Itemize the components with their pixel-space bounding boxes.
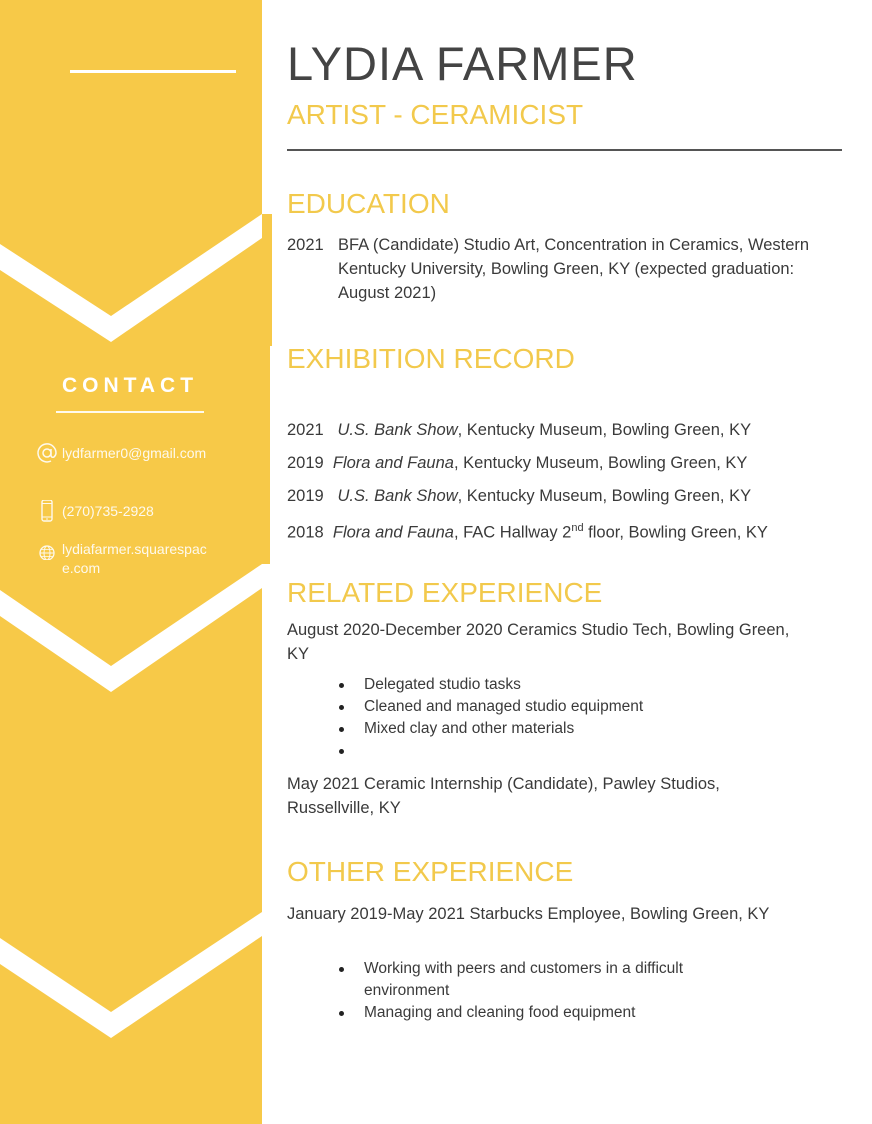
contact-website-text: lydiafarmer.squarespace.com: [62, 541, 207, 576]
exhibition-details: , Kentucky Museum, Bowling Green, KY: [457, 421, 752, 439]
sidebar-notch-2: [262, 346, 270, 564]
exhibition-year: 2018: [287, 523, 324, 542]
related-job-1-bullets: [337, 674, 643, 762]
chevron-2: [0, 564, 262, 692]
contact-phone[interactable]: [36, 502, 216, 521]
exhibition-item: [287, 451, 747, 475]
exhibition-details: , Kentucky Museum, Bowling Green, KY: [453, 454, 748, 472]
related-job-2: May 2021 Ceramic Internship (Candidate), Pawley Studios, Russellville, KY: [287, 775, 720, 817]
exhibition-item: [287, 516, 768, 545]
related-job-1: August 2020-December 2020 Ceramics Studio Tech, Bowling Green, KY: [287, 621, 790, 663]
bullet-item: Managing and cleaning food equipment: [337, 1002, 737, 1024]
contact-heading: CONTACT: [61, 374, 199, 397]
exhibition-item: [287, 418, 751, 442]
chevron-1: [0, 214, 262, 342]
exhibition-details: , Kentucky Museum, Bowling Green, KY: [457, 487, 752, 505]
bullet-item: Mixed clay and other materials: [337, 718, 643, 740]
bullet-item: Cleaned and managed studio equipment: [337, 696, 643, 718]
education-year: 2021: [287, 236, 324, 254]
at-icon: [36, 442, 58, 464]
exhibition-title: EXHIBITION RECORD: [287, 343, 575, 374]
bullet-item: Working with peers and customers in a difficult environment: [337, 958, 737, 1002]
other-experience-title: OTHER EXPERIENCE: [287, 856, 574, 887]
contact-email-text: lydfarmer0@gmail.com: [62, 445, 207, 461]
other-job-1-bullets: [337, 958, 737, 1024]
education-description: BFA (Candidate) Studio Art, Concentration in Ceramics, Western Kentucky University, Bowling Green, KY (expected graduation: August 2021): [338, 236, 810, 302]
resume-name: LYDIA FARMER: [287, 37, 638, 90]
exhibition-year: 2019: [287, 454, 324, 472]
exhibition-item: [287, 484, 751, 508]
other-job-1: January 2019-May 2021 Starbucks Employee, Bowling Green, KY: [287, 905, 770, 923]
bullet-item-empty: [337, 740, 643, 762]
contact-email[interactable]: [36, 444, 216, 463]
resume-role: ARTIST - CERAMICIST: [287, 99, 584, 130]
exhibition-year: 2021: [287, 421, 324, 439]
contact-website[interactable]: [36, 540, 216, 578]
exhibition-superscript: nd: [571, 522, 584, 534]
globe-icon: [36, 538, 58, 560]
exhibition-show: U.S. Bank Show: [337, 487, 458, 505]
sidebar-top-rule: [70, 70, 236, 73]
contact-rule: [56, 411, 204, 413]
exhibition-show: U.S. Bank Show: [337, 421, 458, 439]
chevron-3: [0, 912, 262, 1038]
contact-phone-text: (270)735-2928: [62, 503, 154, 519]
phone-icon: [36, 500, 58, 522]
header-rule: [287, 149, 842, 151]
exhibition-details: , FAC Hallway 2: [453, 523, 572, 542]
exhibition-show: Flora and Fauna: [332, 523, 454, 542]
exhibition-details-after: floor, Bowling Green, KY: [583, 523, 768, 542]
education-title: EDUCATION: [287, 188, 450, 219]
related-experience-title: RELATED EXPERIENCE: [287, 577, 603, 608]
bullet-item: Delegated studio tasks: [337, 674, 643, 696]
exhibition-year: 2019: [287, 487, 324, 505]
sidebar-notch-1: [262, 214, 272, 346]
exhibition-show: Flora and Fauna: [332, 454, 454, 472]
